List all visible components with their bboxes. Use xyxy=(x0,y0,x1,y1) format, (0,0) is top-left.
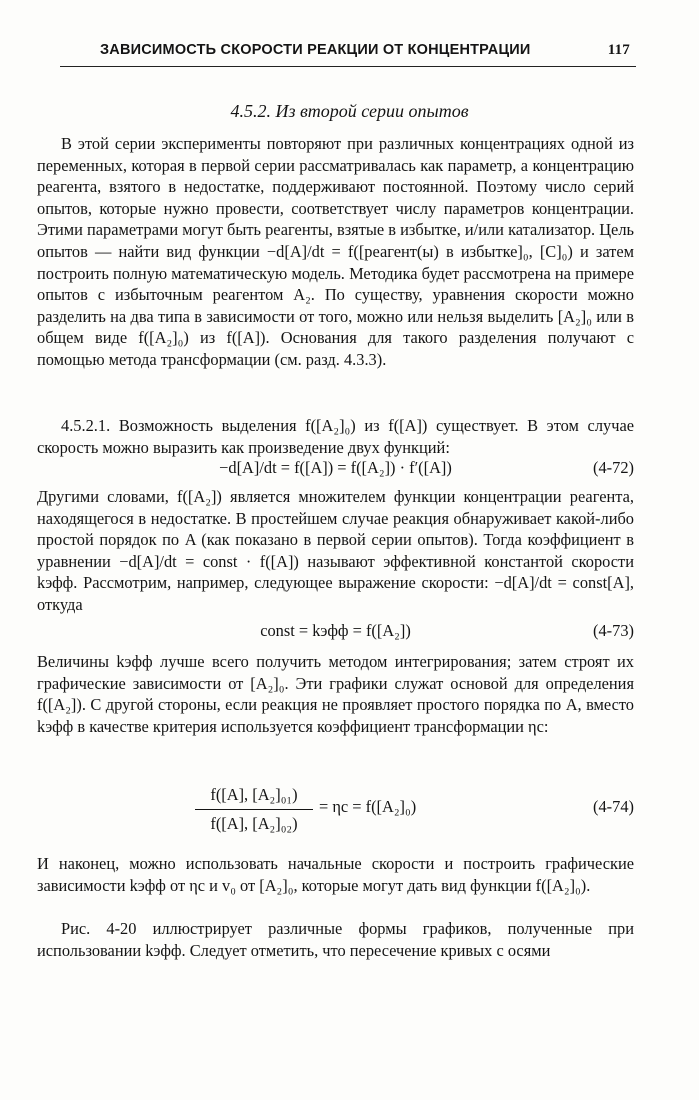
paragraph-5: И наконец, можно использовать начальные скорости и построить графические зависимости kэфф от ηc и v₀ от [A₂]₀, которые могут дать вид функции f([A₂]₀). xyxy=(37,854,634,895)
equation-4-74-fraction xyxy=(195,783,313,836)
paragraph-6: Рис. 4-20 иллюстрирует различные формы графиков, полученные при использовании kэфф. Следует отметить, что пересечение кривых с осями xyxy=(37,919,634,960)
page-number: 117 xyxy=(607,42,630,58)
fraction-bar xyxy=(195,809,313,810)
equation-4-74-number: (4-74) xyxy=(593,797,634,816)
equation-4-72-body: −d[A]/dt = f([A]) = f([A₂]) · f′([A]) xyxy=(219,458,452,477)
equation-4-74-denominator: f([A], [A₂]₀₂) xyxy=(210,814,298,833)
equation-4-73-number: (4-73) xyxy=(593,621,634,640)
equation-4-73-body: const = kэфф = f([A₂]) xyxy=(260,621,411,640)
equation-4-72 xyxy=(37,456,634,480)
equation-4-74 xyxy=(37,783,634,843)
paragraph-3: Другими словами, f([A₂]) является множителем функции концентрации реагента, находящегося в недостатке. В простейшем случае реакция обнаруживает какой-либо простой порядок по A (как показано в первой серии опытов). Тогда коэффициент в уравнении −d[A]/dt = const · f([A]) называют эффективной константой скорости kэфф. Рассмотрим, например, следующее выражение скорости: −d[A]/dt = const[A], откуда xyxy=(37,487,634,614)
equation-4-74-rest: = ηc = f([A₂]₀) xyxy=(319,797,417,816)
running-header xyxy=(60,42,636,68)
paragraph-2: 4.5.2.1. Возможность выделения f([A₂]₀) из f([A]) существует. В этом случае скорость можно выразить как произведение двух функций: xyxy=(37,416,635,457)
section-title: 4.5.2. Из второй серии опытов xyxy=(230,101,469,121)
equation-4-73 xyxy=(37,619,634,643)
paragraph-1: В этой серии эксперименты повторяют при различных концентрациях одной из переменных, которая в первой серии рассматривалась как параметр, а концентрацию реагента, взятого в недостатке, поддерживают постоянной. Поэтому число серий опытов, которые нужно провести, соответствует числу параметров концентрации. Этими параметрами могут быть реагенты, взятые в избытке, и/или катализатор. Цель опытов — найти вид функции −d[A]/dt = f([реагент(ы) в избытке]₀, [C]₀) и затем построить полную математическую модель. Методика будет рассмотрена на примере опытов с избыточным реагентом A₂. По существу, уравнения скорости можно разделить на два типа в зависимости от того, можно или нельзя выделить [A₂]₀ или в общем виде f([A₂]₀) из f([A]). Основания для такого разделения получают с помощью метода трансформации (см. разд. 4.3.3). xyxy=(37,134,634,369)
header-rule xyxy=(60,66,636,67)
running-header-title: ЗАВИСИМОСТЬ СКОРОСТИ РЕАКЦИИ ОТ КОНЦЕНТРАЦИИ xyxy=(100,42,531,58)
equation-4-72-number: (4-72) xyxy=(593,458,634,477)
equation-4-74-numerator: f([A], [A₂]₀₁) xyxy=(210,785,298,804)
paragraph-4: Величины kэфф лучше всего получить методом интегрирования; затем строят их графические зависимости от [A₂]₀. Эти графики служат основой для определения f([A₂]). С другой стороны, если реакция не проявляет простого порядка по A, вместо kэфф в качестве критерия используется коэффициент трансформации ηc: xyxy=(37,652,634,736)
